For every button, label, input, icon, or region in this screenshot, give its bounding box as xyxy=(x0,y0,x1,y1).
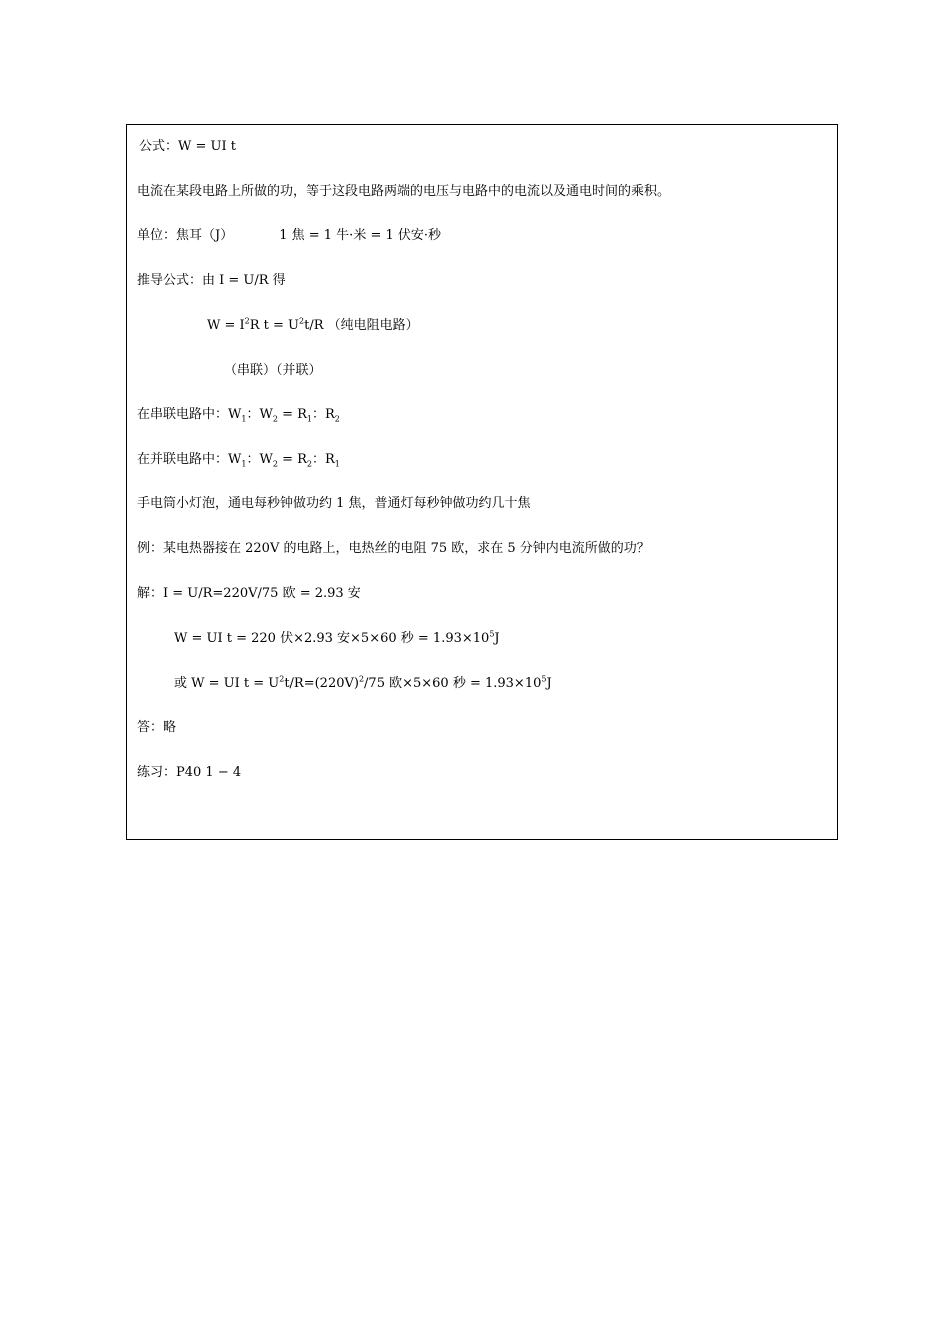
formula-label: 公式： xyxy=(139,139,179,154)
text-part: ：R xyxy=(311,407,335,422)
unit-equivalence: 1 焦 = 1 牛·米 = 1 伏安·秒 xyxy=(279,228,442,243)
text-part: J xyxy=(546,676,552,691)
text-part: 在并联电路中：W xyxy=(137,452,242,467)
example-line: 例：某电热器接在 220V 的电路上，电热丝的电阻 75 欧，求在 5 分钟内电流所做的功？ xyxy=(137,541,650,556)
definition-line: 电流在某段电路上所做的功，等于这段电路两端的电压与电路中的电流以及通电时间的乘积。 xyxy=(137,184,671,199)
subscript: 2 xyxy=(306,459,312,469)
series-ratio-line xyxy=(137,407,340,423)
subscript: 2 xyxy=(272,414,278,424)
unit-label: 单位：焦耳（J） xyxy=(137,228,234,243)
solution-intro-line: 解：I = U/R=220V/75 欧 = 2.93 安 xyxy=(137,586,361,601)
subscript: 1 xyxy=(241,459,247,469)
formula-line xyxy=(139,139,236,155)
text-part: t/R=(220V) xyxy=(284,676,359,691)
solution-step-1 xyxy=(174,631,500,647)
exercise-line: 练习：P40 1 − 4 xyxy=(137,765,242,780)
subscript: 1 xyxy=(306,414,312,424)
circuit-types-line: （串联）（并联） xyxy=(224,363,322,378)
text-part: W = UI t = 220 伏×2.93 安×5×60 秒 = 1.93×10 xyxy=(174,631,490,646)
text-part: ：W xyxy=(246,452,273,467)
derived-formula-line xyxy=(207,318,419,334)
derived-part: R t = U xyxy=(249,318,300,333)
solution-step-2 xyxy=(174,676,552,692)
subscript: 1 xyxy=(334,459,340,469)
text-part: ：R xyxy=(311,452,335,467)
unit-line xyxy=(137,228,441,244)
superscript: 2 xyxy=(358,674,365,684)
superscript: 2 xyxy=(299,316,305,326)
text-part: = R xyxy=(277,452,307,467)
superscript: 2 xyxy=(279,674,285,684)
derived-part: W = I xyxy=(207,318,245,333)
text-part: ：W xyxy=(246,407,273,422)
text-part: 或 W = UI t = U xyxy=(174,676,280,691)
subscript: 2 xyxy=(334,414,340,424)
subscript: 2 xyxy=(272,459,278,469)
subscript: 1 xyxy=(241,414,247,424)
superscript: 5 xyxy=(489,629,495,639)
text-part: = R xyxy=(277,407,307,422)
derived-part: t/R （纯电阻电路） xyxy=(304,318,419,333)
fact-line: 手电筒小灯泡，通电每秒钟做功约 1 焦，普通灯每秒钟做功约几十焦 xyxy=(137,496,531,511)
parallel-ratio-line xyxy=(137,452,340,468)
text-part: 在串联电路中：W xyxy=(137,407,242,422)
formula-text: W = UI t xyxy=(178,139,236,154)
derived-intro-line: 推导公式：由 I = U/R 得 xyxy=(137,273,286,288)
superscript: 2 xyxy=(244,316,250,326)
answer-line: 答：略 xyxy=(137,720,177,735)
text-part: J xyxy=(494,631,500,646)
text-part: /75 欧×5×60 秒 = 1.93×10 xyxy=(364,676,542,691)
superscript: 5 xyxy=(541,674,547,684)
lesson-content-box xyxy=(126,124,838,840)
